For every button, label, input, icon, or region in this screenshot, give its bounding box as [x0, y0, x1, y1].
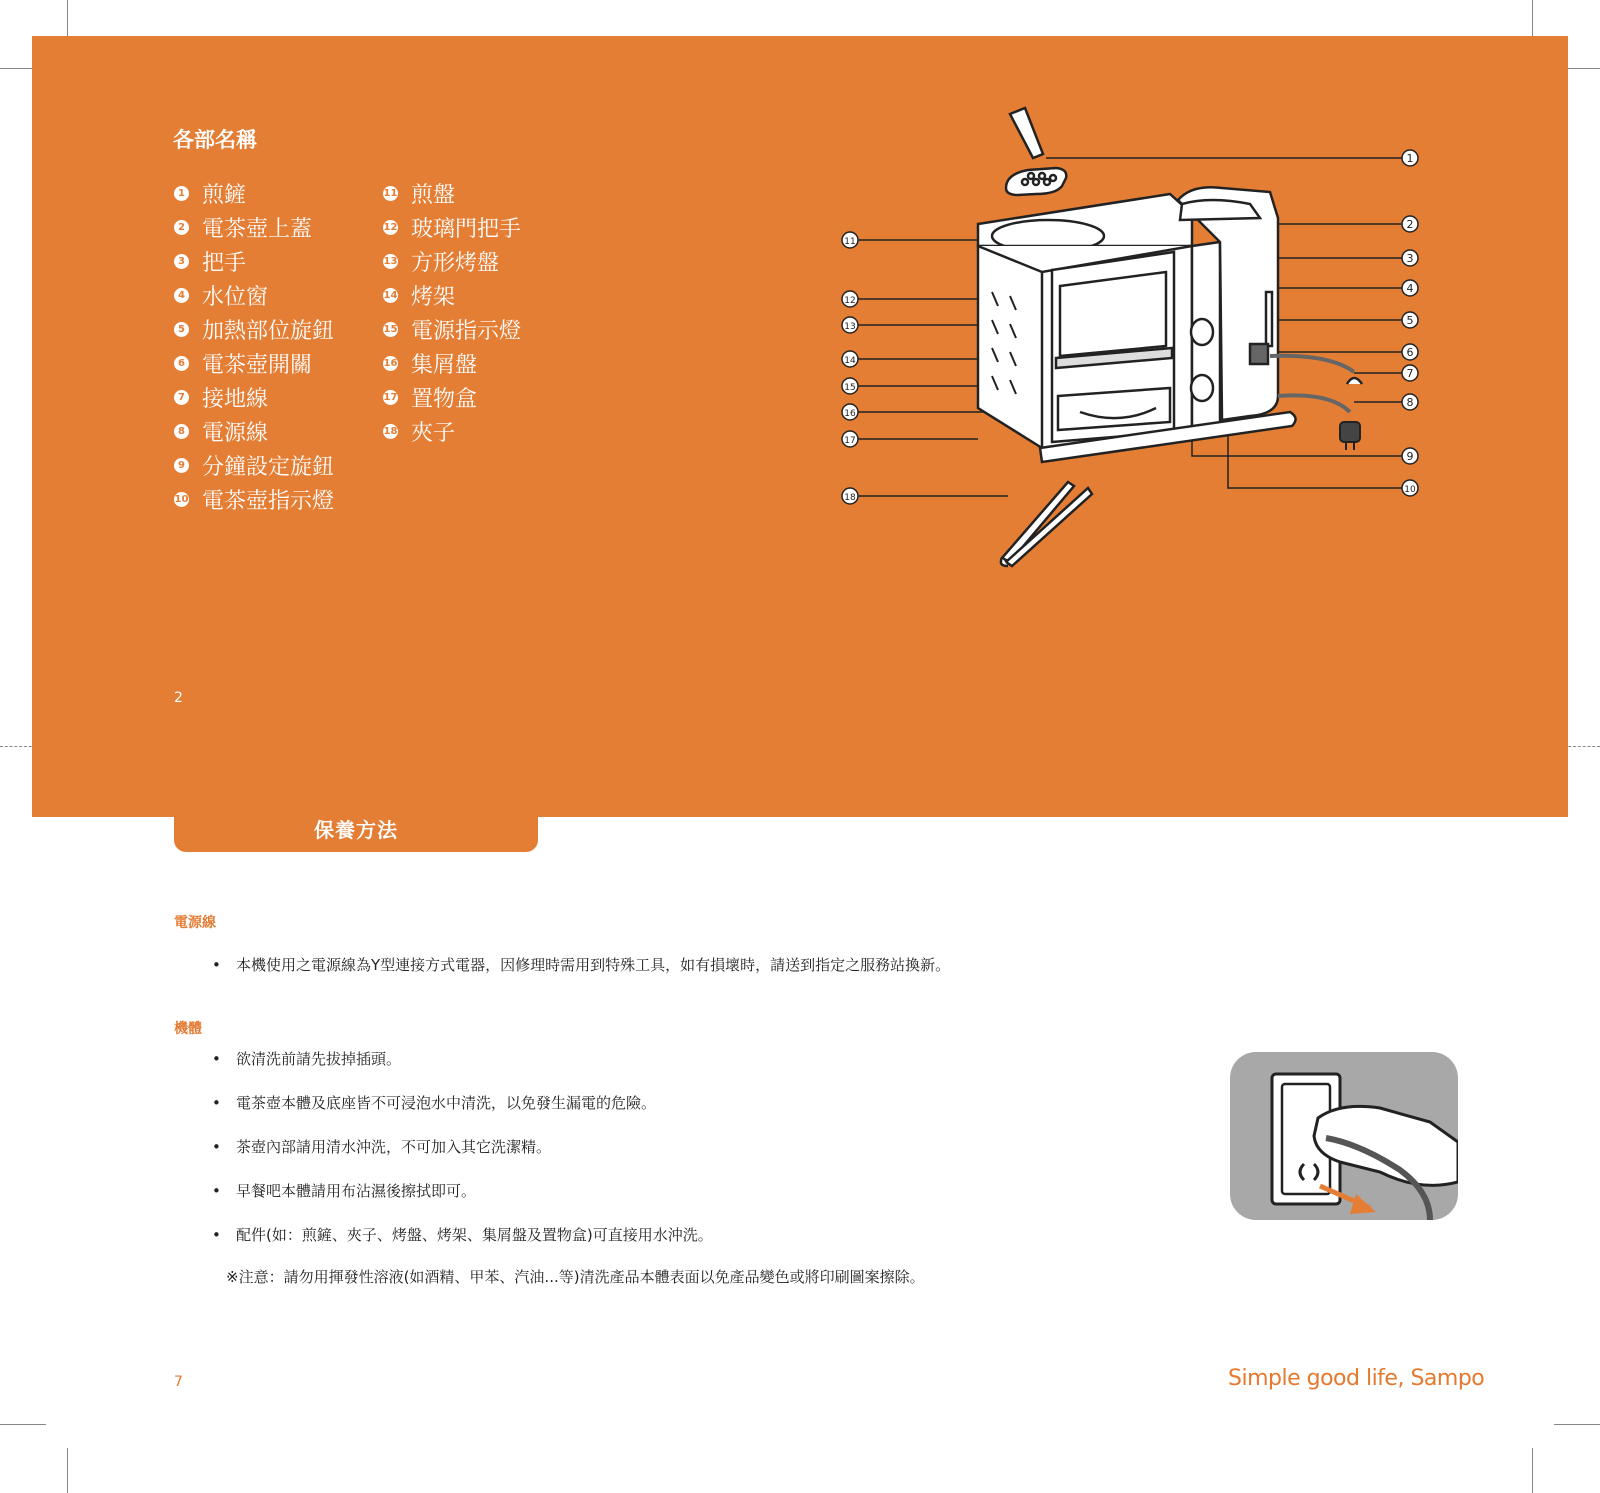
part-label: 電茶壺指示燈	[202, 488, 335, 514]
unplug-hand-icon	[1230, 1052, 1458, 1220]
tongs-illustration	[1001, 482, 1092, 566]
body-item	[212, 1136, 551, 1157]
part-label: 煎鏟	[202, 182, 247, 208]
bullet-dot: •	[212, 1138, 221, 1156]
power-cord-illustration	[1270, 356, 1354, 412]
part-label: 方形烤盤	[411, 250, 500, 276]
callout-number: 17	[844, 436, 856, 446]
part-number-badge: 15	[383, 323, 398, 335]
part-number-badge: 9	[174, 458, 189, 473]
callout-number: 15	[844, 383, 856, 393]
part-number-badge: 14	[383, 289, 398, 301]
part-number-badge: 17	[383, 391, 398, 403]
spatula-illustration	[1006, 108, 1066, 195]
parts-list-item	[174, 482, 334, 516]
crop-mark	[0, 1424, 46, 1425]
callout-8	[1354, 394, 1418, 410]
part-label: 電源線	[202, 420, 269, 446]
callout-15	[842, 378, 978, 394]
part-number-badge: 18	[383, 425, 398, 437]
part-label: 接地線	[202, 386, 269, 412]
oven-illustration	[978, 187, 1296, 462]
callout-1	[1046, 150, 1418, 166]
callout-number: 8	[1406, 396, 1414, 409]
part-number-badge: 3	[174, 254, 189, 269]
part-label: 玻璃門把手	[411, 216, 522, 242]
brand-slogan: Simple good life, Sampo	[1228, 1366, 1485, 1391]
callout-number: 3	[1406, 252, 1414, 265]
part-label: 集屑盤	[411, 352, 478, 378]
bullet-dot: •	[212, 1094, 221, 1112]
callout-number: 4	[1406, 282, 1414, 295]
crop-mark	[1532, 1448, 1533, 1493]
parts-list-item	[174, 312, 334, 346]
body-item	[212, 1224, 713, 1245]
callout-number: 9	[1406, 450, 1414, 463]
bullet-dot: •	[212, 956, 221, 974]
parts-section-title: 各部名稱	[173, 128, 257, 152]
bullet-text: 早餐吧本體請用布沾濕後擦拭即可。	[236, 1182, 477, 1200]
bullet-dot: •	[212, 1050, 221, 1068]
callout-4	[1272, 280, 1418, 296]
parts-list-item	[383, 312, 521, 346]
page-number-left: 2	[174, 690, 183, 706]
callout-7	[1354, 365, 1418, 381]
part-number-badge: 7	[174, 390, 189, 405]
callout-number: 13	[844, 322, 856, 332]
callout-number: 2	[1406, 218, 1414, 231]
callout-18	[842, 488, 1008, 504]
callout-17	[842, 431, 978, 447]
bullet-text: 本機使用之電源線為Y型連接方式電器，因修理時需用到特殊工具，如有損壞時，請送到指定之服務站換新。	[236, 956, 951, 974]
body-item	[212, 1180, 476, 1201]
part-label: 加熱部位旋鈕	[202, 318, 335, 344]
part-label: 電源指示燈	[411, 318, 522, 344]
power-cord-item	[212, 954, 950, 975]
body-heading: 機體	[174, 1021, 202, 1037]
part-label: 夾子	[411, 420, 456, 446]
parts-list-left	[174, 176, 334, 516]
body-item	[212, 1092, 656, 1113]
part-number-badge: 6	[174, 356, 189, 371]
page-number-right: 7	[174, 1374, 183, 1390]
parts-list-item	[174, 210, 334, 244]
parts-list-item	[383, 346, 521, 380]
part-number-badge: 11	[383, 187, 398, 199]
callout-number: 11	[844, 237, 856, 247]
part-number-badge: 16	[383, 357, 398, 369]
part-label: 分鐘設定旋鈕	[202, 454, 335, 480]
body-item	[212, 1048, 401, 1069]
callout-number: 5	[1406, 314, 1414, 327]
parts-list-item	[174, 346, 334, 380]
power-plug-icon	[1340, 422, 1360, 450]
part-number-badge: 4	[174, 288, 189, 303]
part-label: 烤架	[411, 284, 456, 310]
callout-number: 16	[844, 409, 856, 419]
callout-number: 7	[1406, 367, 1414, 380]
parts-list-item	[383, 210, 521, 244]
part-number-badge: 13	[383, 255, 398, 267]
parts-list-item	[383, 176, 521, 210]
crop-mark	[67, 1448, 68, 1493]
crop-mark	[1554, 1424, 1600, 1425]
parts-list-item	[174, 380, 334, 414]
callout-number: 18	[844, 493, 856, 503]
callout-number: 1	[1406, 152, 1414, 165]
parts-list-item	[174, 448, 334, 482]
parts-list-item	[174, 414, 334, 448]
part-number-badge: 1	[174, 186, 189, 201]
part-label: 電茶壺上蓋	[202, 216, 313, 242]
parts-list-item	[383, 380, 521, 414]
part-number-badge: 5	[174, 322, 189, 337]
power-cord-heading: 電源線	[174, 915, 216, 931]
parts-list-right	[383, 176, 521, 448]
care-section-title: 保養方法	[314, 818, 398, 842]
part-label: 把手	[202, 250, 247, 276]
caution-note: ※注意：請勿用揮發性溶液(如酒精、甲苯、汽油...等)清洗產品本體表面以免產品變色或將印刷圖案擦除。	[226, 1268, 925, 1286]
ground-plug-icon	[1347, 378, 1362, 384]
part-label: 電茶壺開關	[202, 352, 313, 378]
bullet-text: 茶壺內部請用清水沖洗，不可加入其它洗潔精。	[236, 1138, 552, 1156]
bullet-text: 電茶壺本體及底座皆不可浸泡水中清洗，以免發生漏電的危險。	[236, 1094, 657, 1112]
part-label: 煎盤	[411, 182, 456, 208]
bullet-text: 配件(如：煎鏟、夾子、烤盤、烤架、集屑盤及置物盒)可直接用水沖洗。	[236, 1226, 713, 1244]
parts-list-item	[383, 278, 521, 312]
parts-list-item	[174, 176, 334, 210]
callout-number: 14	[844, 356, 856, 366]
appliance-diagram	[830, 96, 1460, 576]
part-label: 水位窗	[202, 284, 269, 310]
part-number-badge: 8	[174, 424, 189, 439]
parts-list-item	[383, 414, 521, 448]
part-number-badge: 2	[174, 220, 189, 235]
part-number-badge: 10	[174, 493, 189, 505]
parts-list-item	[383, 244, 521, 278]
unplug-illustration	[1230, 1052, 1458, 1220]
care-section-tab	[174, 790, 538, 852]
bullet-dot: •	[212, 1182, 221, 1200]
callout-number: 6	[1406, 346, 1414, 359]
parts-list-item	[174, 278, 334, 312]
part-label: 置物盒	[411, 386, 478, 412]
bullet-dot: •	[212, 1226, 221, 1244]
bullet-text: 欲清洗前請先拔掉插頭。	[236, 1050, 402, 1068]
parts-list-item	[174, 244, 334, 278]
part-number-badge: 12	[383, 221, 398, 233]
callout-number: 12	[844, 296, 856, 306]
callout-number: 10	[1404, 485, 1416, 495]
